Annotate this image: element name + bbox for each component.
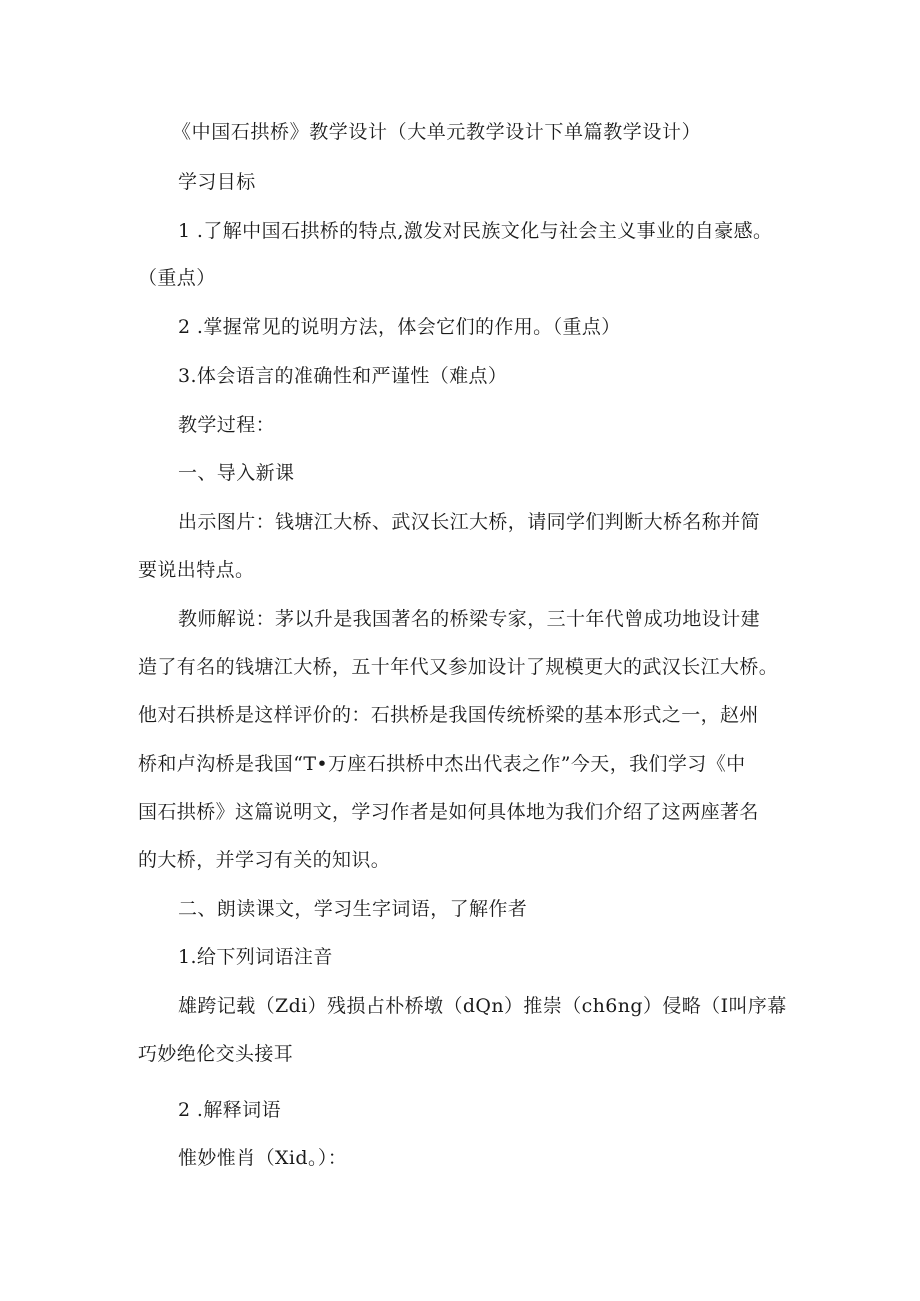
section-2-heading: 二、朗读课文，学习生字词语，了解作者: [178, 898, 528, 920]
paragraph-2-line-6: 的大桥，并学习有关的知识。: [138, 849, 391, 871]
goal-1-note: （重点）: [138, 267, 216, 289]
paragraph-2-line-3: 他对石拱桥是这样评价的：石拱桥是我国传统桥梁的基本形式之一，赵州: [138, 704, 759, 726]
paragraph-2-line-2: 造了有名的钱塘江大桥，五十年代又参加设计了规模更大的武汉长江大桥。: [138, 656, 779, 678]
exercise-2-line-1: 惟妙惟肖（Xid。）：: [178, 1147, 348, 1169]
goal-1: 1 .了解中国石拱桥的特点,激发对民族文化与社会主义事业的自豪感。: [178, 220, 773, 242]
goal-2: 2 .掌握常见的说明方法，体会它们的作用。（重点）: [178, 316, 621, 338]
paragraph-1-line-2: 要说出特点。: [138, 559, 255, 581]
exercise-1-line-2: 巧妙绝伦交头接耳: [138, 1043, 294, 1065]
exercise-1-line-1: 雄跨记载（Zdi）残损占朴桥墩（dQn）推崇（ch6ng）侵略（I叫序幕: [178, 995, 787, 1017]
goal-3: 3.体会语言的准确性和严谨性（难点）: [178, 365, 508, 387]
document-title: 《中国石拱桥》教学设计（大单元教学设计下单篇教学设计）: [172, 121, 702, 143]
exercise-1-heading: 1.给下列词语注音: [178, 946, 333, 968]
paragraph-1-line-1: 出示图片：钱塘江大桥、武汉长江大桥，请同学们判断大桥名称并简: [178, 511, 761, 533]
heading-teaching-process: 教学过程：: [178, 414, 276, 436]
section-1-heading: 一、导入新课: [178, 462, 295, 484]
paragraph-2-line-1: 教师解说：茅以升是我国著名的桥梁专家，三十年代曾成功地设计建: [178, 608, 761, 630]
heading-learning-goals: 学习目标: [178, 171, 256, 193]
paragraph-2-line-5: 国石拱桥》这篇说明文，学习作者是如何具体地为我们介绍了这两座著名: [138, 801, 759, 823]
paragraph-2-line-4: 桥和卢沟桥是我国“T•万座石拱桥中杰出代表之作”今天，我们学习《中: [138, 753, 746, 775]
exercise-2-heading: 2 .解释词语: [178, 1099, 281, 1121]
